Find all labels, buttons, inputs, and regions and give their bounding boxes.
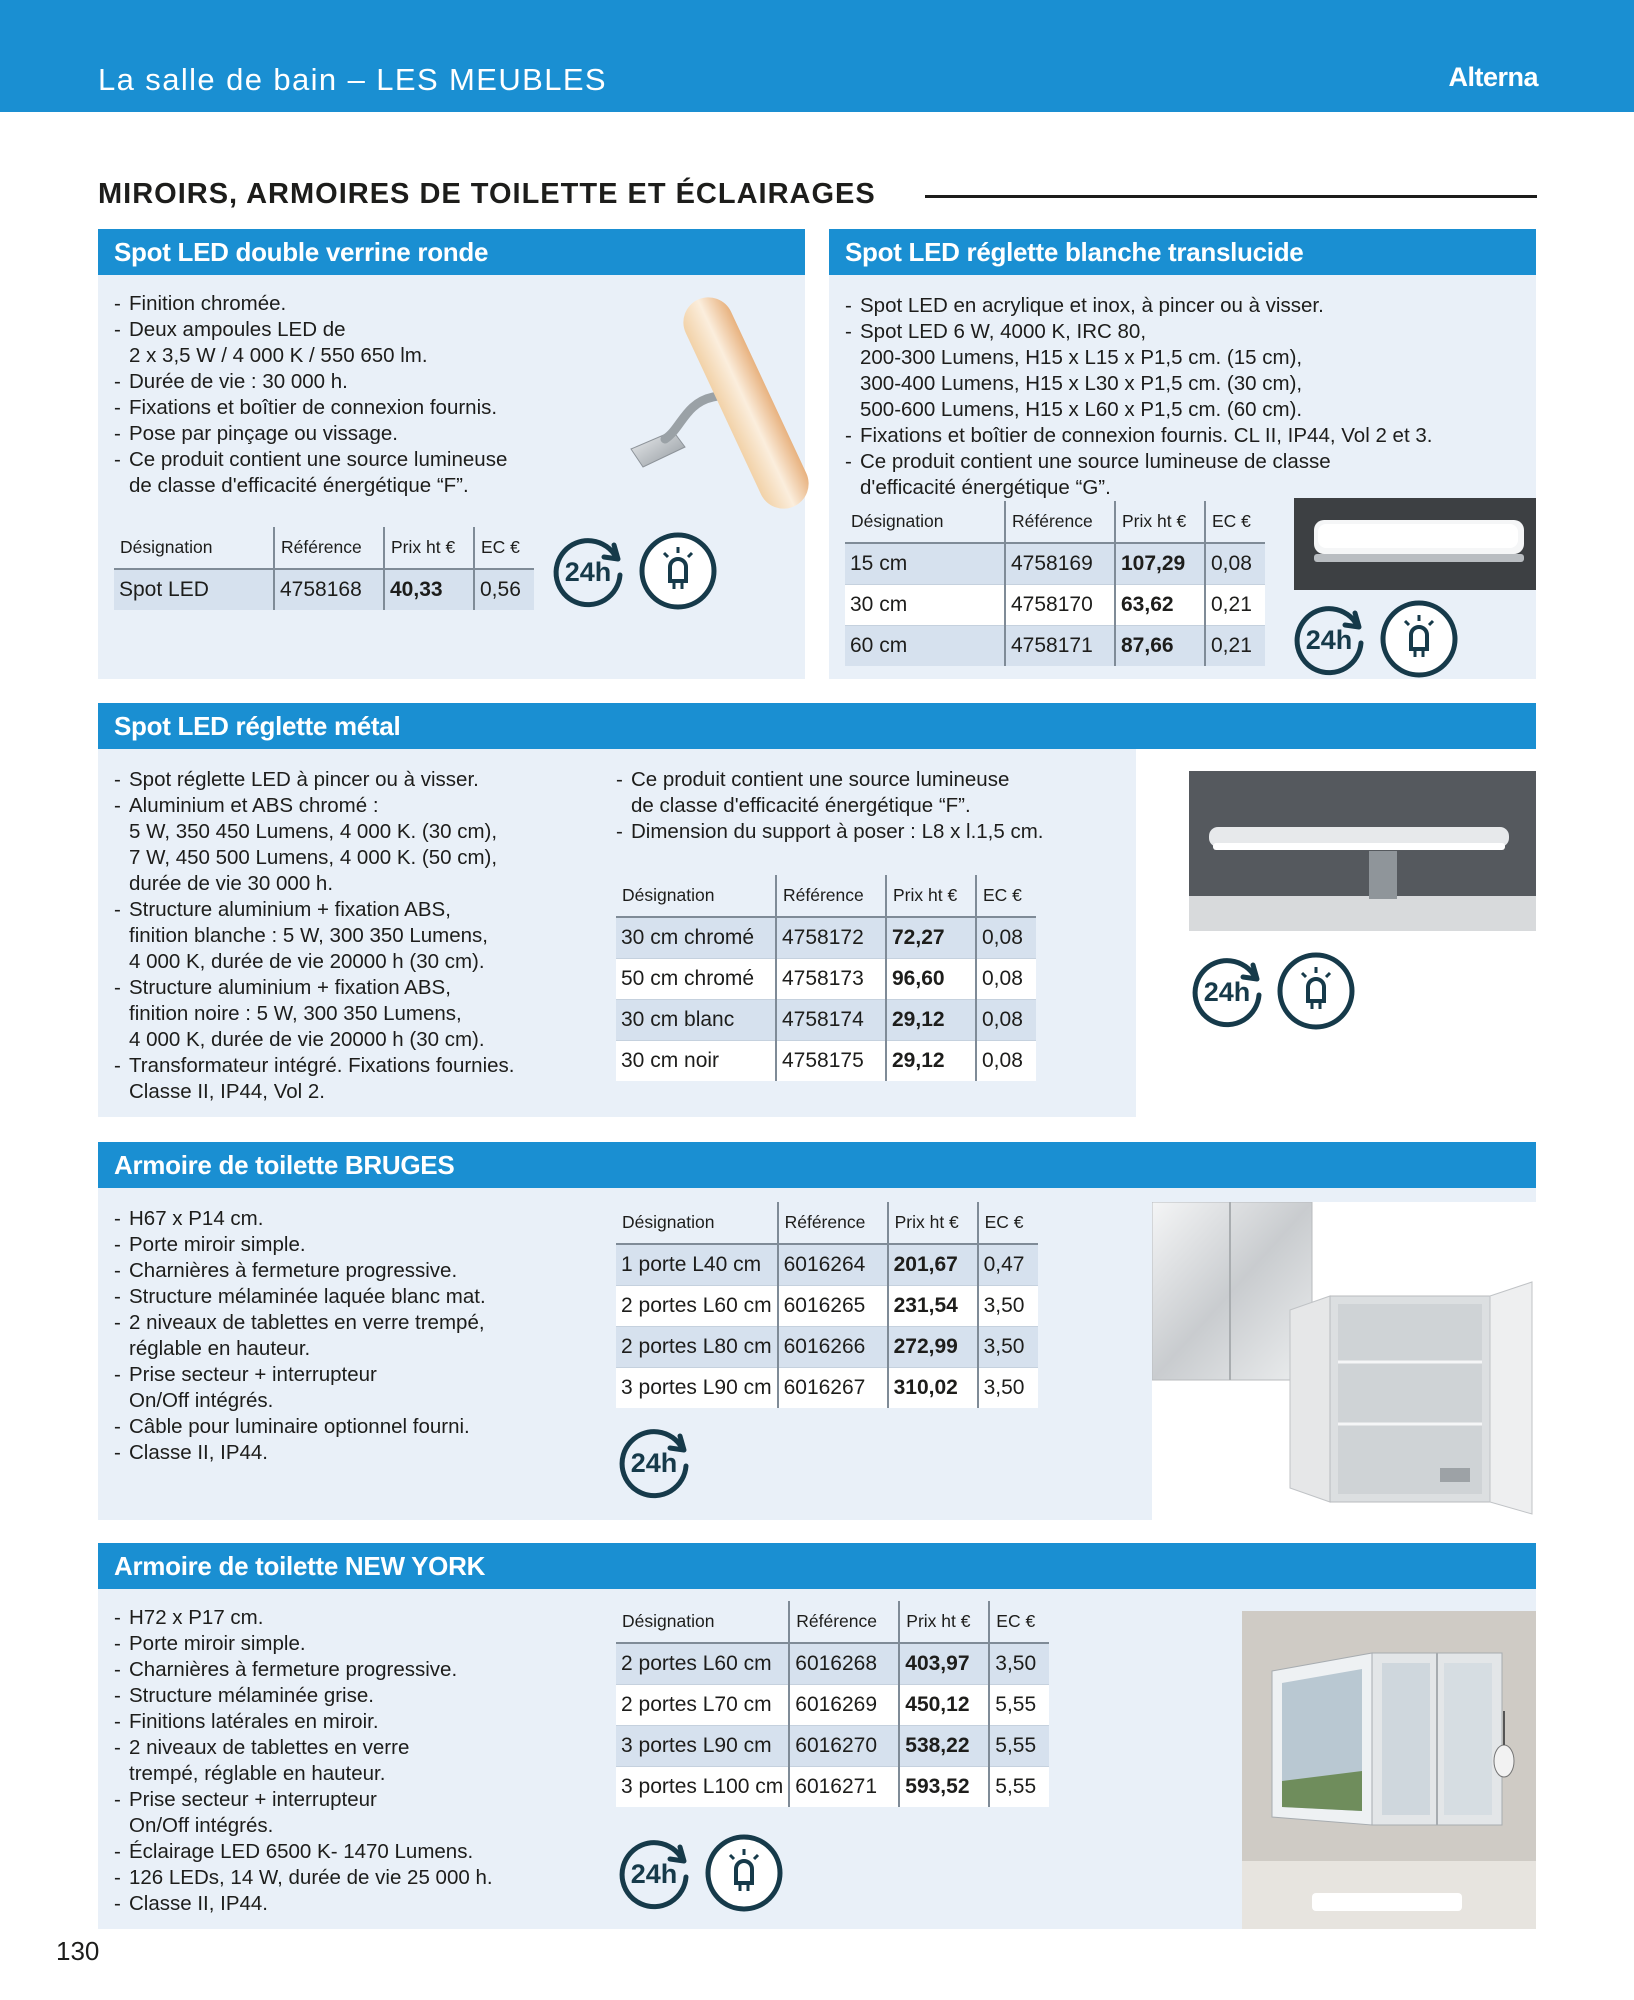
feature-item xyxy=(114,1631,594,1657)
feature-line: durée de vie 30 000 h. xyxy=(129,872,334,895)
feature-item xyxy=(114,767,594,793)
ecotax-cell: 0,08 xyxy=(976,1040,1036,1081)
table-row xyxy=(114,569,534,610)
badge-24h-icon xyxy=(616,1833,696,1913)
product-card xyxy=(98,703,1136,1117)
designation-cell: 2 portes L80 cm xyxy=(616,1326,778,1367)
column-header: EC € xyxy=(976,875,1036,917)
product-photo-armoire-bruges xyxy=(1152,1202,1536,1520)
ecotax-cell: 3,50 xyxy=(978,1326,1038,1367)
feature-line: 300-400 Lumens, H15 x L30 x P1,5 cm. (30 cm), xyxy=(860,372,1303,395)
feature-item xyxy=(114,1232,594,1258)
reference-cell: 4758174 xyxy=(776,999,886,1040)
feature-line: - H67 x P14 cm. xyxy=(129,1207,264,1230)
product-title: Spot LED double verrine ronde xyxy=(98,229,805,275)
price-table xyxy=(616,1202,1038,1408)
price-cell: 201,67 xyxy=(888,1244,978,1285)
designation-cell: 2 portes L70 cm xyxy=(616,1684,789,1725)
brand-logo: Alterna xyxy=(1448,62,1538,92)
price-cell: 272,99 xyxy=(888,1326,978,1367)
reference-cell: 6016271 xyxy=(789,1766,899,1807)
feature-item xyxy=(114,1891,594,1917)
feature-item xyxy=(114,1683,594,1709)
column-header: Désignation xyxy=(616,1601,789,1643)
feature-item xyxy=(114,793,594,897)
feature-line: finition noire : 5 W, 300 350 Lumens, xyxy=(129,1002,462,1025)
table-row xyxy=(845,625,1265,666)
ecotax-cell: 3,50 xyxy=(989,1643,1049,1684)
feature-item xyxy=(114,975,594,1053)
price-cell: 29,12 xyxy=(886,1040,976,1081)
reference-cell: 6016264 xyxy=(778,1244,888,1285)
feature-line: - Porte miroir simple. xyxy=(129,1233,306,1256)
feature-line: - Prise secteur + interrupteur xyxy=(129,1788,377,1811)
product-title: Spot LED réglette métal xyxy=(98,703,1536,749)
table-header-row xyxy=(616,875,1036,917)
reference-cell: 4758170 xyxy=(1005,584,1115,625)
price-cell: 593,52 xyxy=(899,1766,989,1807)
svg-text:24h: 24h xyxy=(630,1448,678,1478)
column-header: Désignation xyxy=(616,1202,778,1244)
feature-item xyxy=(114,897,594,975)
feature-list xyxy=(114,767,594,1105)
feature-line: - 126 LEDs, 14 W, durée de vie 25 000 h. xyxy=(129,1866,493,1889)
designation-cell: 30 cm noir xyxy=(616,1040,776,1081)
column-header: Prix ht € xyxy=(886,875,976,917)
feature-item xyxy=(114,1362,594,1414)
feature-item xyxy=(114,421,574,447)
ecotax-cell: 0,08 xyxy=(976,958,1036,999)
feature-list xyxy=(845,293,1535,501)
led-bulb-icon xyxy=(638,531,718,611)
breadcrumb: La salle de bain – LES MEUBLES xyxy=(98,62,607,97)
column-header: Désignation xyxy=(845,501,1005,543)
column-header: Référence xyxy=(274,527,384,569)
designation-cell: 15 cm xyxy=(845,543,1005,584)
price-cell: 87,66 xyxy=(1115,625,1205,666)
feature-item xyxy=(114,1735,594,1787)
reference-cell: 4758171 xyxy=(1005,625,1115,666)
feature-item xyxy=(114,1657,594,1683)
feature-item xyxy=(616,819,1126,845)
svg-text:24h: 24h xyxy=(630,1859,678,1889)
reference-cell: 4758173 xyxy=(776,958,886,999)
svg-text:24h: 24h xyxy=(564,557,612,587)
reference-cell: 4758168 xyxy=(274,569,384,610)
feature-line: - Ce produit contient une source lumineuse xyxy=(129,448,508,471)
product-card xyxy=(98,1142,1536,1520)
feature-line: - Transformateur intégré. Fixations fournies. xyxy=(129,1054,515,1077)
reference-cell: 6016265 xyxy=(778,1285,888,1326)
badge-24h-icon xyxy=(1291,599,1371,679)
product-title: Armoire de toilette NEW YORK xyxy=(98,1543,1536,1589)
product-photo-armoire-new-york xyxy=(1242,1611,1536,1929)
column-header: EC € xyxy=(989,1601,1049,1643)
ecotax-cell: 0,56 xyxy=(474,569,534,610)
feature-line: d'efficacité énergétique “G”. xyxy=(860,476,1111,499)
ecotax-cell: 0,08 xyxy=(976,917,1036,958)
feature-item xyxy=(114,1414,594,1440)
feature-line: trempé, réglable en hauteur. xyxy=(129,1762,386,1785)
price-cell: 107,29 xyxy=(1115,543,1205,584)
table-header-row xyxy=(616,1601,1049,1643)
table-row xyxy=(616,917,1036,958)
table-row xyxy=(616,1684,1049,1725)
designation-cell: 30 cm blanc xyxy=(616,999,776,1040)
feature-line: 4 000 K, durée de vie 20000 h (30 cm). xyxy=(129,1028,485,1051)
column-header: EC € xyxy=(978,1202,1038,1244)
feature-line: - Aluminium et ABS chromé : xyxy=(129,794,379,817)
led-bulb-icon xyxy=(704,1833,784,1913)
feature-line: - Structure mélaminée grise. xyxy=(129,1684,374,1707)
designation-cell: 1 porte L40 cm xyxy=(616,1244,778,1285)
feature-item xyxy=(845,449,1535,501)
feature-line: - Charnières à fermeture progressive. xyxy=(129,1259,458,1282)
ecotax-cell: 5,55 xyxy=(989,1766,1049,1807)
reference-cell: 6016269 xyxy=(789,1684,899,1725)
product-card xyxy=(98,1543,1536,1929)
designation-cell: 3 portes L100 cm xyxy=(616,1766,789,1807)
page-number: 130 xyxy=(56,1936,100,1966)
column-header: Référence xyxy=(778,1202,888,1244)
feature-line: - Deux ampoules LED de xyxy=(129,318,346,341)
feature-item xyxy=(845,423,1535,449)
feature-line: - 2 niveaux de tablettes en verre trempé, xyxy=(129,1311,485,1334)
reference-cell: 4758169 xyxy=(1005,543,1115,584)
section-title: MIROIRS, ARMOIRES DE TOILETTE ET ÉCLAIRAGES xyxy=(98,178,876,210)
designation-cell: 30 cm chromé xyxy=(616,917,776,958)
feature-line: - Ce produit contient une source lumineuse de classe xyxy=(860,450,1331,473)
feature-item xyxy=(114,317,574,369)
feature-item xyxy=(616,767,1126,819)
feature-line: - Pose par pinçage ou vissage. xyxy=(129,422,398,445)
price-table xyxy=(845,501,1265,666)
column-header: Désignation xyxy=(114,527,274,569)
designation-cell: 60 cm xyxy=(845,625,1005,666)
table-header-row xyxy=(616,1202,1038,1244)
table-row xyxy=(845,584,1265,625)
led-bulb-icon xyxy=(1276,951,1356,1031)
price-cell: 63,62 xyxy=(1115,584,1205,625)
reference-cell: 6016266 xyxy=(778,1326,888,1367)
feature-item xyxy=(114,1440,594,1466)
product-title: Armoire de toilette BRUGES xyxy=(98,1142,1536,1188)
price-cell: 450,12 xyxy=(899,1684,989,1725)
feature-line: - Structure aluminium + fixation ABS, xyxy=(129,976,451,999)
feature-item xyxy=(114,1839,594,1865)
badge-24h-icon xyxy=(616,1422,696,1502)
feature-line: 500-600 Lumens, H15 x L60 x P1,5 cm. (60 cm). xyxy=(860,398,1303,421)
designation-cell: 30 cm xyxy=(845,584,1005,625)
table-row xyxy=(616,1244,1038,1285)
feature-list xyxy=(114,291,574,499)
feature-line: - H72 x P17 cm. xyxy=(129,1606,264,1629)
feature-item xyxy=(845,319,1535,423)
feature-item xyxy=(114,1284,594,1310)
feature-line: On/Off intégrés. xyxy=(129,1814,274,1837)
feature-line: - Finitions latérales en miroir. xyxy=(129,1710,379,1733)
badge-24h-icon xyxy=(1189,951,1269,1031)
product-card xyxy=(98,229,805,679)
feature-item xyxy=(114,1605,594,1631)
feature-line: - Finition chromée. xyxy=(129,292,287,315)
table-row xyxy=(616,958,1036,999)
ecotax-cell: 0,21 xyxy=(1205,625,1265,666)
feature-line: Classe II, IP44, Vol 2. xyxy=(129,1080,325,1103)
price-cell: 40,33 xyxy=(384,569,474,610)
feature-line: - Prise secteur + interrupteur xyxy=(129,1363,377,1386)
price-cell: 403,97 xyxy=(899,1643,989,1684)
designation-cell: 3 portes L90 cm xyxy=(616,1367,778,1408)
ecotax-cell: 0,08 xyxy=(976,999,1036,1040)
feature-line: - Spot LED en acrylique et inox, à pincer ou à visser. xyxy=(860,294,1324,317)
column-header: EC € xyxy=(1205,501,1265,543)
ecotax-cell: 0,47 xyxy=(978,1244,1038,1285)
column-header: Référence xyxy=(1005,501,1115,543)
feature-line: - Éclairage LED 6500 K- 1470 Lumens. xyxy=(129,1840,474,1863)
feature-line: - Charnières à fermeture progressive. xyxy=(129,1658,458,1681)
price-cell: 310,02 xyxy=(888,1367,978,1408)
feature-list xyxy=(114,1206,594,1466)
price-cell: 96,60 xyxy=(886,958,976,999)
table-row xyxy=(616,1285,1038,1326)
feature-line: - Dimension du support à poser : L8 x l.1,5 cm. xyxy=(631,820,1044,843)
feature-list-right xyxy=(616,767,1126,845)
table-row xyxy=(616,1725,1049,1766)
column-header: EC € xyxy=(474,527,534,569)
table-header-row xyxy=(845,501,1265,543)
feature-item xyxy=(114,369,574,395)
table-header-row xyxy=(114,527,534,569)
table-row xyxy=(616,1326,1038,1367)
designation-cell: 50 cm chromé xyxy=(616,958,776,999)
price-table xyxy=(114,527,534,610)
table-row xyxy=(616,999,1036,1040)
ecotax-cell: 3,50 xyxy=(978,1367,1038,1408)
feature-item xyxy=(845,293,1535,319)
price-table xyxy=(616,1601,1049,1807)
column-header: Prix ht € xyxy=(899,1601,989,1643)
feature-line: 200-300 Lumens, H15 x L15 x P1,5 cm. (15 cm), xyxy=(860,346,1303,369)
column-header: Désignation xyxy=(616,875,776,917)
feature-item xyxy=(114,291,574,317)
feature-line: - Spot réglette LED à pincer ou à visser. xyxy=(129,768,479,791)
reference-cell: 6016270 xyxy=(789,1725,899,1766)
feature-line: - 2 niveaux de tablettes en verre xyxy=(129,1736,410,1759)
designation-cell: 3 portes L90 cm xyxy=(616,1725,789,1766)
page-header xyxy=(0,0,1634,112)
column-header: Prix ht € xyxy=(888,1202,978,1244)
price-table xyxy=(616,875,1036,1081)
feature-item xyxy=(114,1206,594,1232)
product-photo-spot-translucide xyxy=(1294,498,1536,590)
designation-cell: 2 portes L60 cm xyxy=(616,1643,789,1684)
feature-line: On/Off intégrés. xyxy=(129,1389,274,1412)
feature-line: - Fixations et boîtier de connexion fournis. CL II, IP44, Vol 2 et 3. xyxy=(860,424,1433,447)
badge-24h-icon xyxy=(550,531,630,611)
feature-line: - Fixations et boîtier de connexion fournis. xyxy=(129,396,498,419)
ecotax-cell: 3,50 xyxy=(978,1285,1038,1326)
ecotax-cell: 5,55 xyxy=(989,1725,1049,1766)
reference-cell: 4758175 xyxy=(776,1040,886,1081)
feature-item xyxy=(114,1258,594,1284)
feature-item xyxy=(114,1787,594,1839)
feature-line: - Structure aluminium + fixation ABS, xyxy=(129,898,451,921)
product-photo-reglette-metal xyxy=(1189,771,1536,931)
feature-list xyxy=(114,1605,594,1917)
table-row xyxy=(616,1643,1049,1684)
svg-text:24h: 24h xyxy=(1203,977,1251,1007)
feature-line: réglable en hauteur. xyxy=(129,1337,311,1360)
feature-line: 4 000 K, durée de vie 20000 h (30 cm). xyxy=(129,950,485,973)
table-row xyxy=(845,543,1265,584)
ecotax-cell: 0,21 xyxy=(1205,584,1265,625)
ecotax-cell: 0,08 xyxy=(1205,543,1265,584)
reference-cell: 4758172 xyxy=(776,917,886,958)
column-header: Prix ht € xyxy=(384,527,474,569)
product-card xyxy=(829,229,1536,679)
feature-line: - Classe II, IP44. xyxy=(129,1892,269,1915)
feature-item xyxy=(114,447,574,499)
feature-line: - Ce produit contient une source lumineuse xyxy=(631,768,1010,791)
reference-cell: 6016267 xyxy=(778,1367,888,1408)
table-row xyxy=(616,1367,1038,1408)
feature-line: de classe d'efficacité énergétique “F”. xyxy=(129,474,469,497)
designation-cell: Spot LED xyxy=(114,569,274,610)
feature-item xyxy=(114,1709,594,1735)
column-header: Référence xyxy=(789,1601,899,1643)
table-row xyxy=(616,1040,1036,1081)
led-bulb-icon xyxy=(1379,599,1459,679)
column-header: Référence xyxy=(776,875,886,917)
svg-text:24h: 24h xyxy=(1305,625,1353,655)
feature-item xyxy=(114,395,574,421)
feature-line: de classe d'efficacité énergétique “F”. xyxy=(631,794,971,817)
feature-line: - Classe II, IP44. xyxy=(129,1441,269,1464)
feature-line: finition blanche : 5 W, 300 350 Lumens, xyxy=(129,924,488,947)
price-cell: 72,27 xyxy=(886,917,976,958)
feature-line: - Spot LED 6 W, 4000 K, IRC 80, xyxy=(860,320,1147,343)
feature-line: 2 x 3,5 W / 4 000 K / 550 650 lm. xyxy=(129,344,428,367)
feature-line: - Porte miroir simple. xyxy=(129,1632,306,1655)
ecotax-cell: 5,55 xyxy=(989,1684,1049,1725)
price-cell: 538,22 xyxy=(899,1725,989,1766)
product-title: Spot LED réglette blanche translucide xyxy=(829,229,1536,275)
feature-item xyxy=(114,1865,594,1891)
feature-line: - Structure mélaminée laquée blanc mat. xyxy=(129,1285,486,1308)
feature-line: 5 W, 350 450 Lumens, 4 000 K. (30 cm), xyxy=(129,820,498,843)
feature-item xyxy=(114,1053,594,1105)
section-rule xyxy=(925,195,1537,198)
feature-item xyxy=(114,1310,594,1362)
feature-line: - Câble pour luminaire optionnel fourni. xyxy=(129,1415,470,1438)
feature-line: - Durée de vie : 30 000 h. xyxy=(129,370,348,393)
price-cell: 29,12 xyxy=(886,999,976,1040)
designation-cell: 2 portes L60 cm xyxy=(616,1285,778,1326)
price-cell: 231,54 xyxy=(888,1285,978,1326)
column-header: Prix ht € xyxy=(1115,501,1205,543)
reference-cell: 6016268 xyxy=(789,1643,899,1684)
feature-line: 7 W, 450 500 Lumens, 4 000 K. (50 cm), xyxy=(129,846,498,869)
table-row xyxy=(616,1766,1049,1807)
